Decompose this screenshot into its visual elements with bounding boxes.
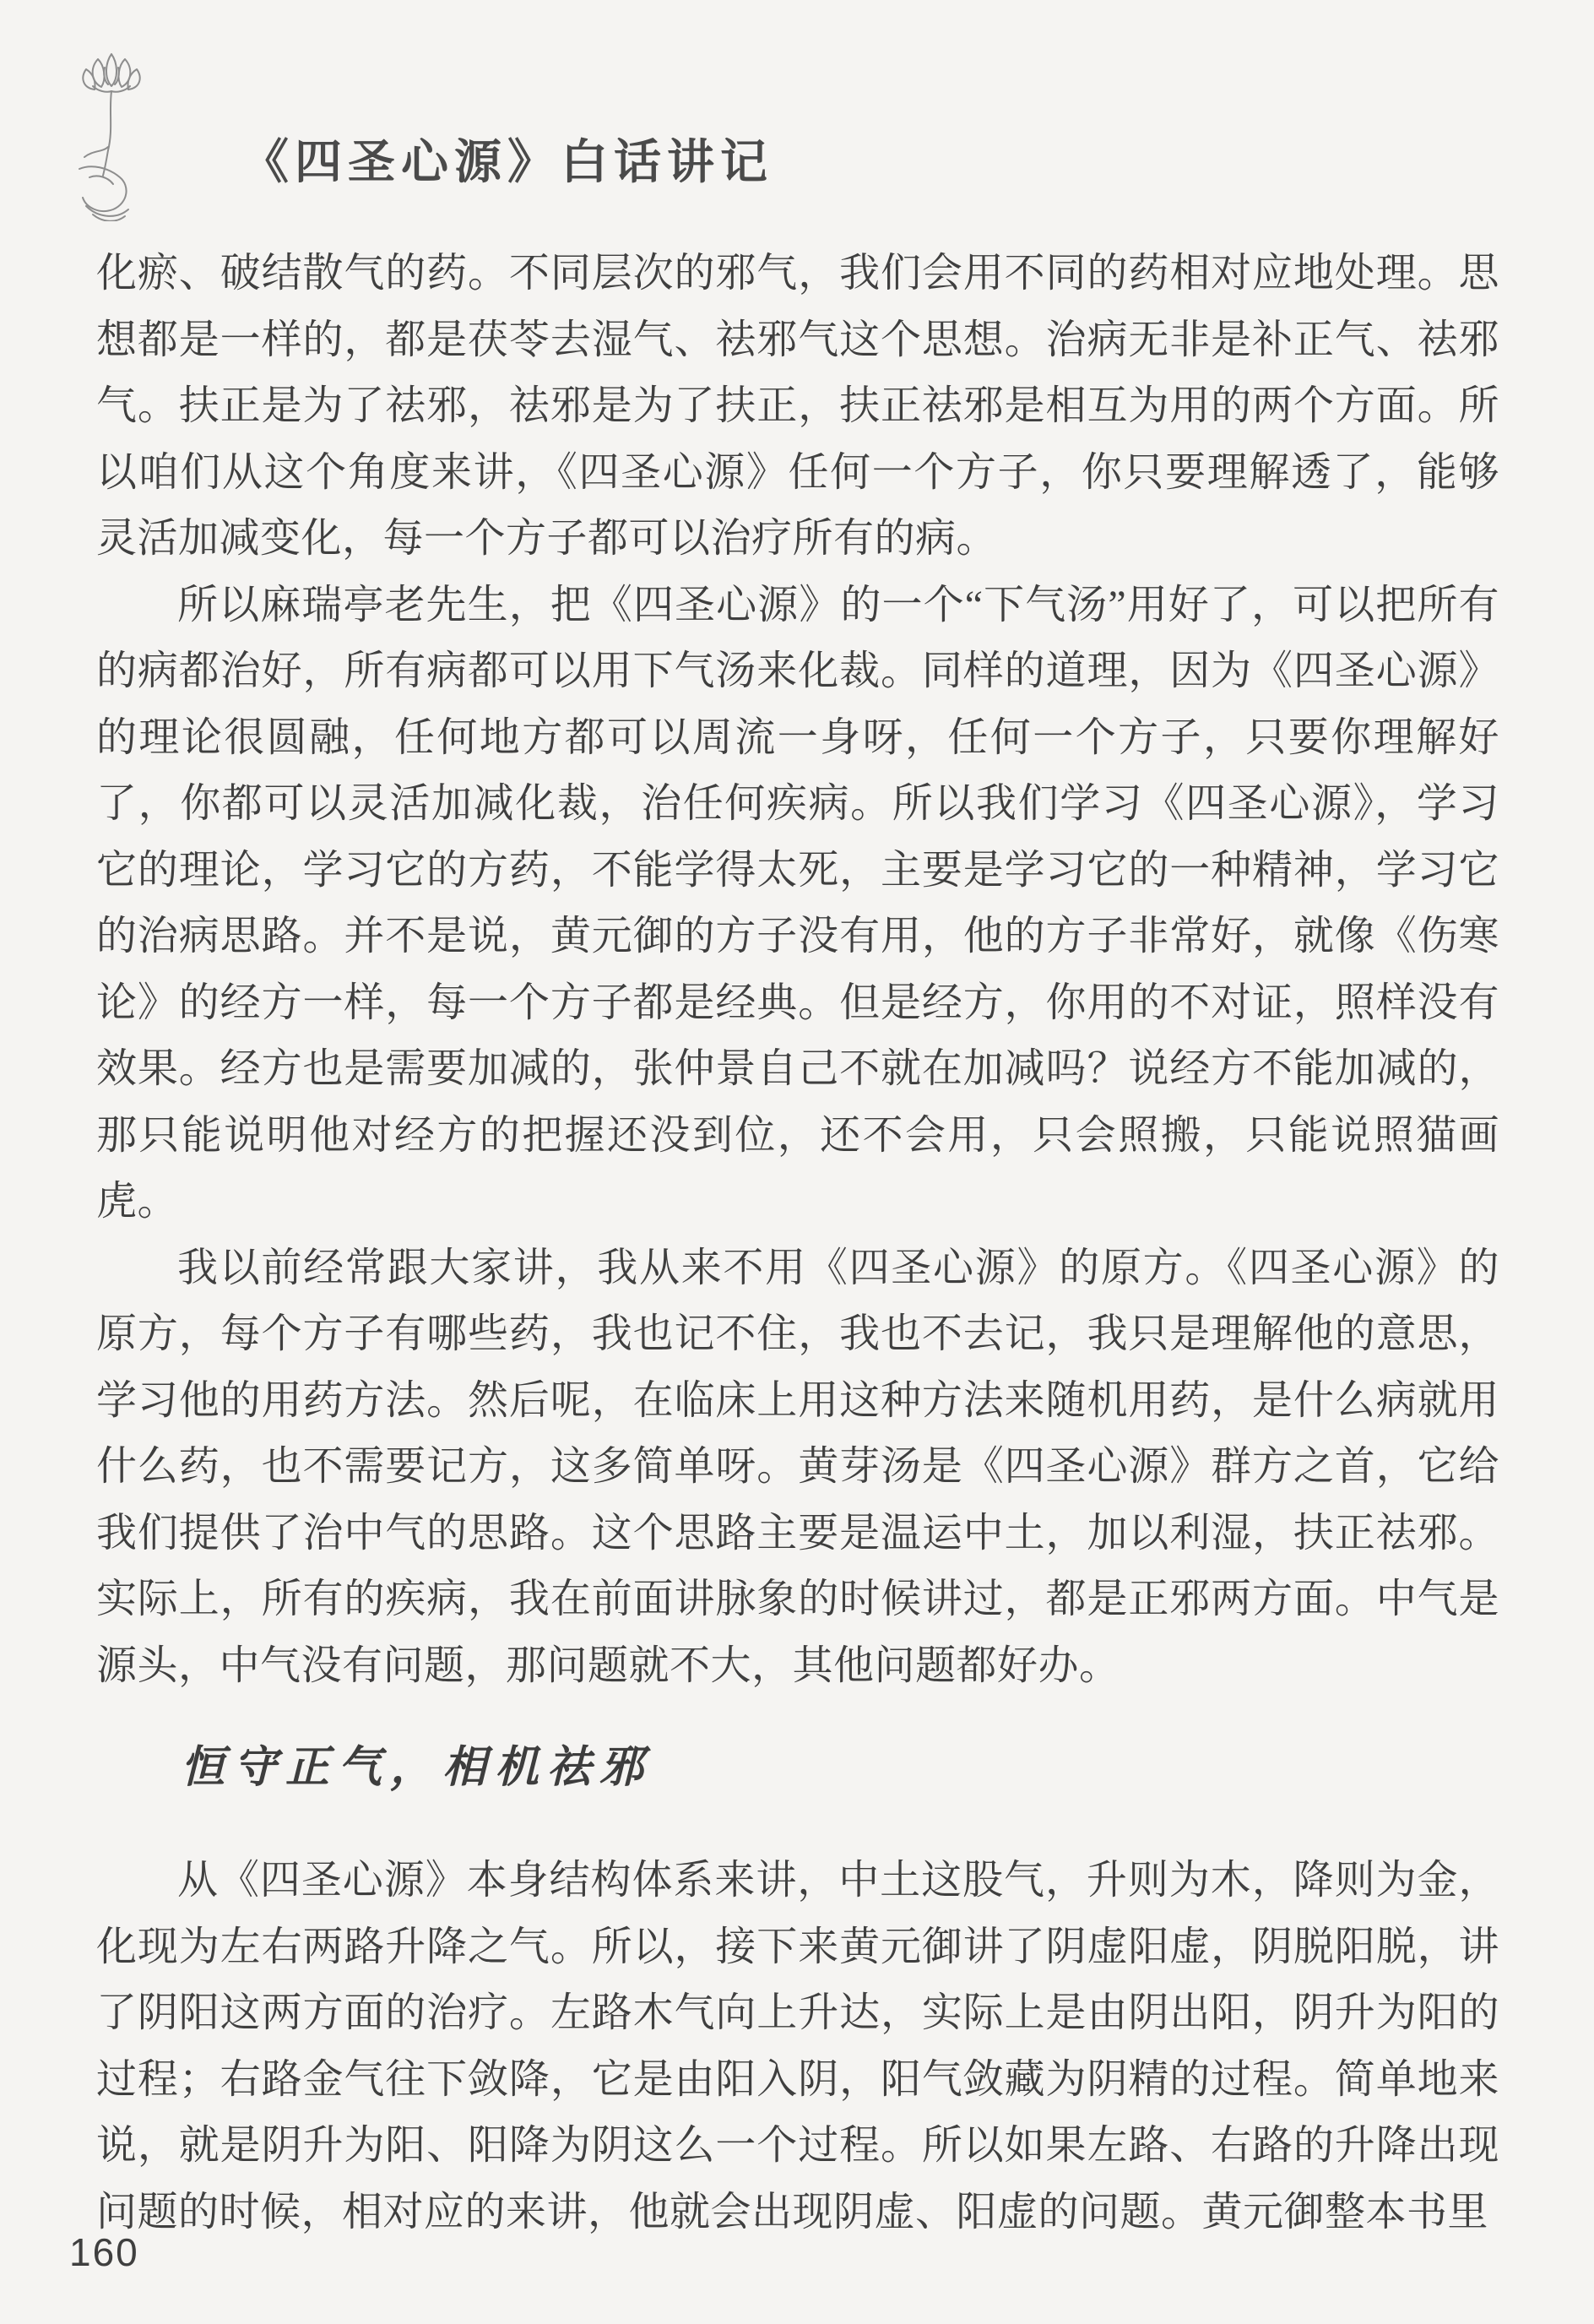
hand-holding-lotus-icon [64,42,159,221]
page-title: 《四圣心源》白话讲记 [241,137,773,189]
paragraph: 化瘀、破结散气的药。不同层次的邪气，我们会用不同的药相对应地处理。思想都是一样的，都是茯苓去湿气、祛邪气这个思想。治病无非是补正气、祛邪气。扶正是为了祛邪，祛邪是为了扶正，扶正祛邪是相互为用的两个方面。所以咱们从这个角度来讲，《四圣心源》任何一个方子，你只要理解透了，能够灵活加减变化，每一个方子都可以治疗所有的病。 [96,251,1499,561]
paragraph: 所以麻瑞亭老先生，把《四圣心源》的一个“下气汤”用好了，可以把所有的病都治好，所有病都可以用下气汤来化裁。同样的道理，因为《四圣心源》的理论很圆融，任何地方都可以周流一身呀，任何一个方子，只要你理解好了，你都可以灵活加减化裁，治任何疾病。所以我们学习《四圣心源》，学习它的理论，学习它的方药，不能学得太死，主要是学习它的一种精神，学习它的治病思路。并不是说，黄元御的方子没有用，他的方子非常好，就像《伤寒论》的经方一样，每一个方子都是经典。但是经方，你用的不对证，照样没有效果。经方也是需要加减的，张仲景自己不就在加减吗？说经方不能加减的，那只能说明他对经方的把握还没到位，还不会用，只会照搬，只能说照猫画虎。 [96,582,1499,1224]
paragraph: 我以前经常跟大家讲，我从来不用《四圣心源》的原方。《四圣心源》的原方，每个方子有哪些药，我也记不住，我也不去记，我只是理解他的意思，学习他的用药方法。然后呢，在临床上用这种方法来随机用药，是什么病就用什么药，也不需要记方，这多简单呀。黄芽汤是《四圣心源》群方之首，它给我们提供了治中气的思路。这个思路主要是温运中土，加以利湿，扶正祛邪。实际上，所有的疾病，我在前面讲脉象的时候讲过，都是正邪两方面。中气是源头，中气没有问题，那问题就不大，其他问题都好办。 [96,1245,1499,1688]
body-text [96,241,1499,2245]
paragraph: 从《四圣心源》本身结构体系来讲，中土这股气，升则为木，降则为金，化现为左右两路升降之气。所以，接下来黄元御讲了阴虚阳虚，阴脱阳脱，讲了阴阳这两方面的治疗。左路木气向上升达，实际上是由阴出阳，阴升为阳的过程；右路金气往下敛降，它是由阳入阴，阳气敛藏为阴精的过程。简单地来说，就是阴升为阳、阳降为阴这么一个过程。所以如果左路、右路的升降出现问题的时候，相对应的来讲，他就会出现阴虚、阳虚的问题。黄元御整本书里 [96,1858,1499,2234]
page-number: 160 [69,2230,139,2274]
section-heading: 恒守正气，相机祛邪 [181,1744,653,1792]
